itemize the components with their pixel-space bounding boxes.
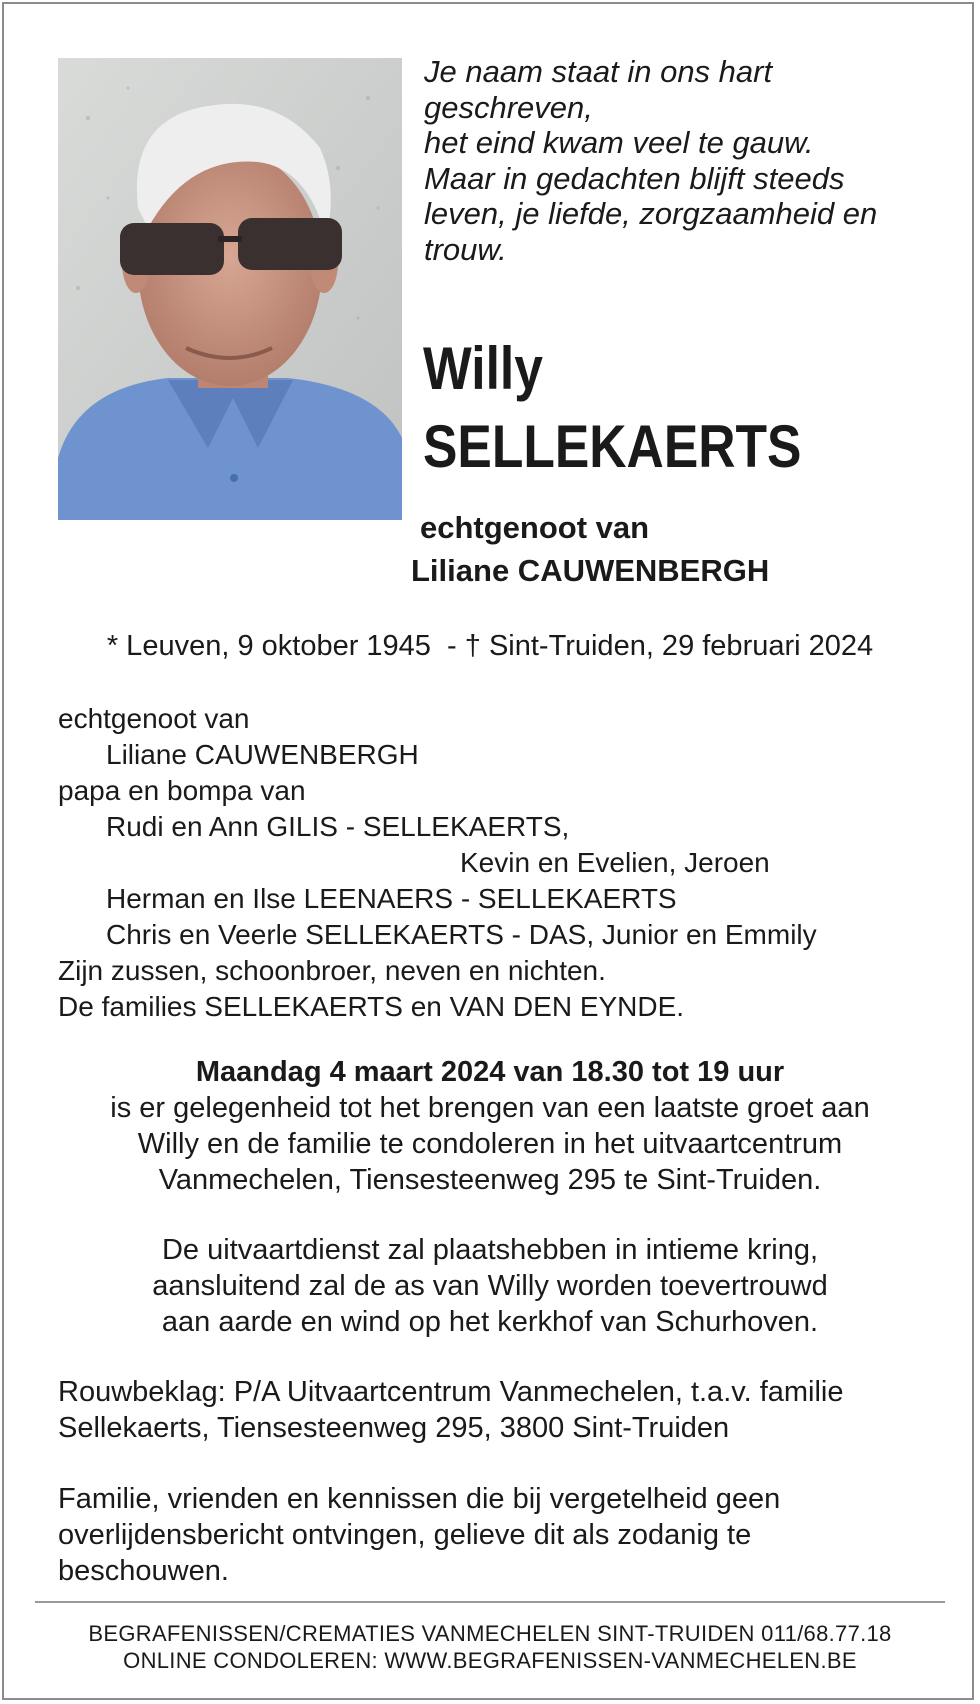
visitation-headline: Maandag 4 maart 2024 van 18.30 tot 19 uur [195, 1056, 785, 1088]
family-line: Rudi en Ann GILIS - SELLEKAERTS, [106, 811, 570, 842]
notice-line: Familie, vrienden en kennissen die bij vergetelheid geen [58, 1483, 781, 1515]
poem-line: Je naam staat in ons hart [424, 54, 773, 89]
notice-line: overlijdensbericht ontvingen, gelieve dit als zodanig te [58, 1519, 752, 1551]
spouse-name: Liliane CAUWENBERGH [411, 553, 770, 588]
footer-divider [35, 1601, 945, 1603]
poem-line: leven, je liefde, zorgzaamheid en [424, 196, 878, 231]
address-line: Rouwbeklag: P/A Uitvaartcentrum Vanmechelen, t.a.v. familie [58, 1376, 844, 1408]
deceased-last-name: SELLEKAERTS [423, 413, 802, 480]
condolence-address [58, 1374, 844, 1446]
notice-line: beschouwen. [58, 1555, 229, 1587]
service-line: aan aarde en wind op het kerkhof van Schurhoven. [161, 1306, 819, 1338]
funeral-home-footer [0, 1620, 980, 1674]
family-line: Herman en Ilse LEENAERS - SELLEKAERTS [106, 883, 677, 914]
visitation-line: is er gelegenheid tot het brengen van een laatste groet aan [110, 1092, 870, 1124]
portrait-photo [58, 58, 402, 520]
address-line: Sellekaerts, Tiensesteenweg 295, 3800 Sint-Truiden [58, 1412, 730, 1444]
poem-line: het eind kwam veel te gauw. [424, 125, 814, 160]
deceased-first-name: Willy [423, 335, 543, 402]
funeral-service-info [0, 1232, 980, 1340]
service-line: De uitvaartdienst zal plaatshebben in intieme kring, [161, 1234, 819, 1266]
visitation-info [0, 1054, 980, 1198]
poem-line: trouw. [424, 231, 507, 267]
life-dates: * Leuven, 9 oktober 1945 - † Sint-Truiden, 29 februari 2024 [106, 630, 874, 662]
poem-line: Maar in gedachten blijft steeds [424, 160, 845, 196]
poem-line: geschreven, [424, 89, 593, 125]
notice-text [58, 1481, 780, 1589]
footer-contact: BEGRAFENISSEN/CREMATIES VANMECHELEN SINT-TRUIDEN 011/68.77.18 [88, 1621, 892, 1646]
family-line: papa en bompa van [58, 775, 306, 806]
family-line: De families SELLEKAERTS en VAN DEN EYNDE. [58, 991, 685, 1022]
family-line: Zijn zussen, schoonbroer, neven en nichten. [58, 955, 606, 986]
footer-website[interactable]: ONLINE CONDOLEREN: WWW.BEGRAFENISSEN-VANMECHELEN.BE [123, 1648, 857, 1673]
spouse-label: echtgenoot van [420, 510, 650, 545]
family-line: Chris en Veerle SELLEKAERTS - DAS, Junior en Emmily [106, 919, 817, 950]
family-line: Liliane CAUWENBERGH [106, 739, 419, 770]
family-line: echtgenoot van [58, 703, 250, 734]
visitation-line: Willy en de familie te condoleren in het uitvaartcentrum [137, 1128, 843, 1160]
service-line: aansluitend zal de as van Willy worden toevertrouwd [152, 1270, 828, 1302]
visitation-line: Vanmechelen, Tiensesteenweg 295 te Sint-Truiden. [158, 1164, 822, 1196]
memorial-poem [424, 54, 924, 267]
family-line: Kevin en Evelien, Jeroen [460, 847, 770, 878]
